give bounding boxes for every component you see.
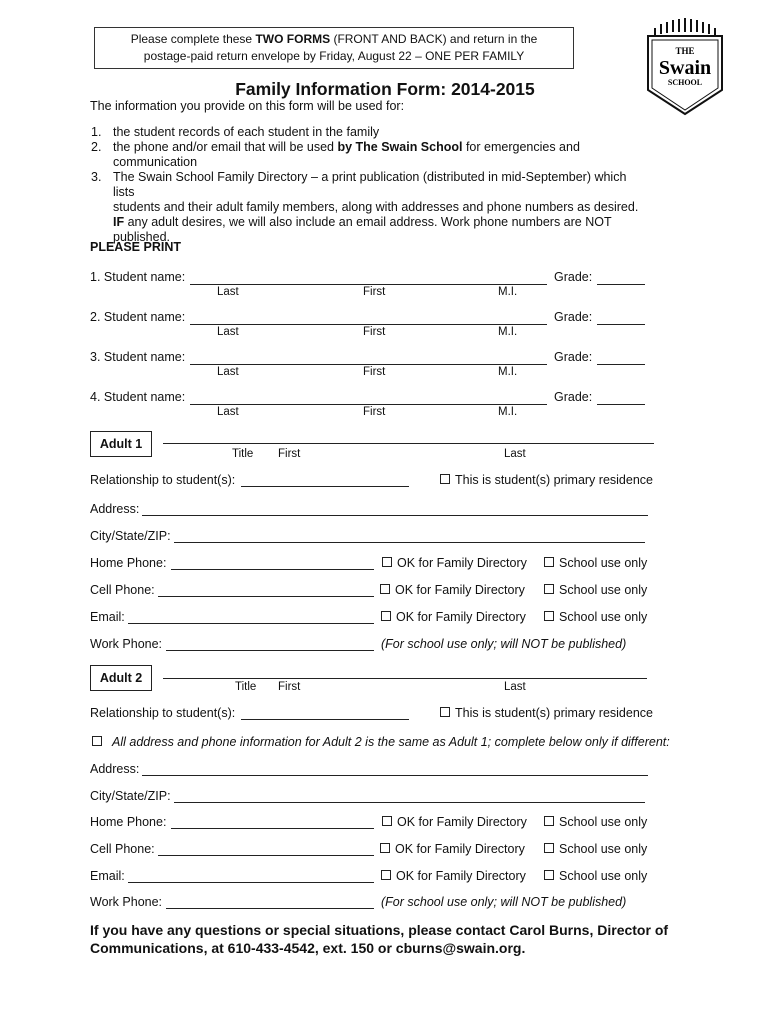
adult-1-email-field[interactable] xyxy=(128,623,374,624)
adult-1-name-field[interactable] xyxy=(163,443,654,444)
adult-1-email-school-use[interactable] xyxy=(544,610,647,624)
adult-2-label: Adult 2 xyxy=(90,665,152,691)
adult-2-city-label: City/State/ZIP: xyxy=(90,789,171,803)
adult-1-cell-phone-label: Cell Phone: xyxy=(90,583,155,597)
purpose-text: The Swain School Family Directory – a print publication (distributed in mid-September) which lists xyxy=(113,170,627,199)
adult-2-work-phone-label: Work Phone: xyxy=(90,895,163,909)
purpose-item-2 xyxy=(91,140,643,170)
adult-1-home-phone-label: Home Phone: xyxy=(90,556,167,570)
purpose-number: 2. xyxy=(91,140,102,154)
student-4-label: 4. Student name: xyxy=(90,390,186,404)
last-caption: Last xyxy=(217,286,239,298)
first-caption: First xyxy=(278,448,301,460)
school-use-label: School use only xyxy=(559,583,648,597)
adult-2-relationship-field[interactable] xyxy=(241,719,409,720)
notice-text-end: (FRONT AND BACK) and return in the xyxy=(330,32,538,46)
ok-directory-label: OK for Family Directory xyxy=(397,815,527,829)
adult-1-email-label: Email: xyxy=(90,610,125,624)
checkbox-icon[interactable] xyxy=(544,584,554,594)
adult-2-home-ok-directory[interactable] xyxy=(382,815,527,829)
purpose-text: students and their adult family members, along with addresses and phone numbers as desired. xyxy=(113,200,639,214)
student-2-grade-label: Grade: xyxy=(554,310,593,324)
checkbox-icon[interactable] xyxy=(440,707,450,717)
ok-directory-label: OK for Family Directory xyxy=(395,842,525,856)
checkbox-icon[interactable] xyxy=(544,870,554,880)
adult-2-home-school-use[interactable] xyxy=(544,815,647,829)
adult-1-cell-school-use[interactable] xyxy=(544,583,647,597)
intro-text: The information you provide on this form will be used for: xyxy=(90,99,405,113)
adult-1-relationship-field[interactable] xyxy=(241,486,409,487)
adult-2-cell-school-use[interactable] xyxy=(544,842,647,856)
purpose-text: published. xyxy=(113,230,170,244)
checkbox-icon[interactable] xyxy=(544,557,554,567)
checkbox-icon[interactable] xyxy=(544,611,554,621)
checkbox-icon[interactable] xyxy=(544,816,554,826)
same-as-note: All address and phone information for Adult 2 is the same as Adult 1; complete below only if different: xyxy=(112,735,670,749)
last-caption: Last xyxy=(504,448,526,460)
adult-2-address-field[interactable] xyxy=(142,775,648,776)
adult-2-primary-residence[interactable] xyxy=(440,706,653,720)
school-use-label: School use only xyxy=(559,815,648,829)
student-4-grade-field[interactable] xyxy=(597,404,645,405)
last-caption: Last xyxy=(217,366,239,378)
ok-directory-label: OK for Family Directory xyxy=(395,583,525,597)
adult-1-label: Adult 1 xyxy=(90,431,152,457)
student-1-name-field[interactable] xyxy=(190,284,547,285)
adult-2-email-label: Email: xyxy=(90,869,125,883)
same-as-adult-1[interactable] xyxy=(92,735,670,749)
adult-2-city-field[interactable] xyxy=(174,802,645,803)
student-1-label: 1. Student name: xyxy=(90,270,186,284)
adult-2-email-ok-directory[interactable] xyxy=(381,869,526,883)
mi-caption: M.I. xyxy=(498,406,518,418)
purpose-item-1 xyxy=(91,125,643,140)
purpose-number: 1. xyxy=(91,125,102,139)
ok-directory-label: OK for Family Directory xyxy=(397,556,527,570)
purpose-bold: by The Swain School xyxy=(337,140,463,154)
adult-2-cell-phone-label: Cell Phone: xyxy=(90,842,155,856)
first-caption: First xyxy=(363,366,386,378)
checkbox-icon[interactable] xyxy=(380,584,390,594)
checkbox-icon[interactable] xyxy=(382,557,392,567)
contact-note: If you have any questions or special situations, please contact Carol Burns, Director of Communications, at 610-433-4542, ext. 150 or cburns@swain.org. xyxy=(90,922,669,956)
adult-2-work-phone-field[interactable] xyxy=(166,908,374,909)
adult-1-address-label: Address: xyxy=(90,502,140,516)
purpose-text: the phone and/or email that will be used xyxy=(113,140,338,154)
student-2-label: 2. Student name: xyxy=(90,310,186,324)
adult-1-work-phone-label: Work Phone: xyxy=(90,637,163,651)
checkbox-icon[interactable] xyxy=(381,611,391,621)
adult-1-home-ok-directory[interactable] xyxy=(382,556,527,570)
ok-directory-label: OK for Family Directory xyxy=(396,610,526,624)
first-caption: First xyxy=(363,326,386,338)
student-2-name-field[interactable] xyxy=(190,324,547,325)
adult-2-cell-phone-field[interactable] xyxy=(158,855,374,856)
adult-2-relationship-label: Relationship to student(s): xyxy=(90,706,236,720)
checkbox-icon[interactable] xyxy=(440,474,450,484)
return-instructions-box xyxy=(94,27,574,69)
adult-2-address-label: Address: xyxy=(90,762,140,776)
school-use-label: School use only xyxy=(559,610,648,624)
logo-school: SCHOOL xyxy=(667,78,703,87)
adult-1-relationship-label: Relationship to student(s): xyxy=(90,473,236,487)
primary-residence-label: This is student(s) primary residence xyxy=(455,706,653,720)
adult-2-email-field[interactable] xyxy=(128,882,374,883)
adult-1-city-field[interactable] xyxy=(174,542,645,543)
first-caption: First xyxy=(278,681,301,693)
adult-2-cell-ok-directory[interactable] xyxy=(380,842,525,856)
purpose-number: 3. xyxy=(91,170,102,184)
student-3-grade-field[interactable] xyxy=(597,364,645,365)
adult-2-home-phone-field[interactable] xyxy=(171,828,374,829)
adult-1-home-phone-field[interactable] xyxy=(171,569,374,570)
purpose-text: the student records of each student in the family xyxy=(113,125,380,139)
adult-2-home-phone-label: Home Phone: xyxy=(90,815,167,829)
student-4-grade-label: Grade: xyxy=(554,390,593,404)
first-caption: First xyxy=(363,406,386,418)
mi-caption: M.I. xyxy=(498,366,518,378)
student-1-grade-label: Grade: xyxy=(554,270,593,284)
form-title: Family Information Form: 2014-2015 xyxy=(235,79,535,99)
mi-caption: M.I. xyxy=(498,326,518,338)
please-print: PLEASE PRINT xyxy=(90,240,181,254)
adult-1-work-phone-field[interactable] xyxy=(166,650,374,651)
adult-1-city-label: City/State/ZIP: xyxy=(90,529,171,543)
purpose-text: communication xyxy=(113,155,198,169)
first-caption: First xyxy=(363,286,386,298)
adult-1-primary-residence[interactable] xyxy=(440,473,653,487)
school-use-label: School use only xyxy=(559,556,648,570)
ok-directory-label: OK for Family Directory xyxy=(396,869,526,883)
adult-1-work-note: (For school use only; will NOT be published) xyxy=(381,637,627,651)
purpose-item-3 xyxy=(91,170,643,245)
school-use-label: School use only xyxy=(559,869,648,883)
logo-swain: Swain xyxy=(658,57,712,79)
checkbox-icon[interactable] xyxy=(382,816,392,826)
adult-1-address-field[interactable] xyxy=(142,515,648,516)
purpose-text: for emergencies and xyxy=(462,140,580,154)
student-3-label: 3. Student name: xyxy=(90,350,186,364)
student-1-grade-field[interactable] xyxy=(597,284,645,285)
adult-2-email-school-use[interactable] xyxy=(544,869,647,883)
student-3-name-field[interactable] xyxy=(190,364,547,365)
student-4-name-field[interactable] xyxy=(190,404,547,405)
mi-caption: M.I. xyxy=(498,286,518,298)
adult-2-name-field[interactable] xyxy=(163,678,647,679)
checkbox-icon[interactable] xyxy=(92,736,102,746)
adult-1-home-school-use[interactable] xyxy=(544,556,647,570)
checkbox-icon[interactable] xyxy=(380,843,390,853)
last-caption: Last xyxy=(504,681,526,693)
title-caption: Title xyxy=(232,448,254,460)
checkbox-icon[interactable] xyxy=(544,843,554,853)
adult-1-email-ok-directory[interactable] xyxy=(381,610,526,624)
student-2-grade-field[interactable] xyxy=(597,324,645,325)
swain-school-logo xyxy=(645,18,725,118)
school-use-label: School use only xyxy=(559,842,648,856)
purpose-bold: IF xyxy=(113,215,125,229)
adult-1-cell-phone-field[interactable] xyxy=(158,596,374,597)
last-caption: Last xyxy=(217,406,239,418)
title-caption: Title xyxy=(235,681,257,693)
adult-1-cell-ok-directory[interactable] xyxy=(380,583,525,597)
logo-the: THE xyxy=(675,46,695,56)
notice-text: Please complete these xyxy=(130,32,256,46)
last-caption: Last xyxy=(217,326,239,338)
checkbox-icon[interactable] xyxy=(381,870,391,880)
notice-line-2: postage-paid return envelope by Friday, August 22 – ONE PER FAMILY xyxy=(143,49,525,63)
purpose-text: any adult desires, we will also include an email address. Work phone numbers are NOT xyxy=(124,215,612,229)
notice-bold: TWO FORMS xyxy=(255,32,331,46)
primary-residence-label: This is student(s) primary residence xyxy=(455,473,653,487)
student-3-grade-label: Grade: xyxy=(554,350,593,364)
adult-2-work-note: (For school use only; will NOT be published) xyxy=(381,895,627,909)
